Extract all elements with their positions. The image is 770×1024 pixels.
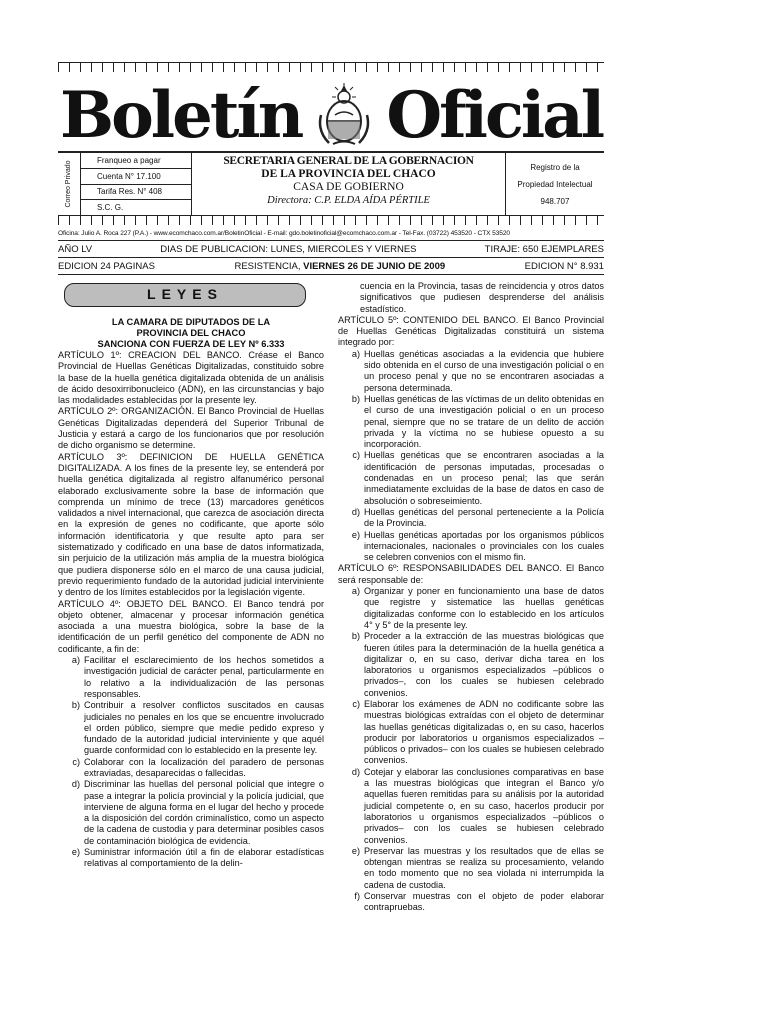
list-item-marker: c) [352,698,360,709]
list-item [338,846,604,891]
list-item-marker: b) [71,700,80,711]
franqueo-line: Franqueo a pagar [81,153,191,169]
franqueo-line: Tarifa Res. N° 408 [81,185,191,201]
list-item [338,631,604,699]
registro-line: Registro de la [530,162,580,172]
list-item-text: Huellas genéticas que se encontraren asociadas a la identificación de personas imputadas, procesadas o condenadas en un proceso penal; las que serán inmediatamente excluidas de la base de datos en caso de absolución o sobreseimiento. [364,450,604,506]
list-item-text: Contribuir a resolver conflictos suscitados en causas judiciales no penales en los que se encuentre involucrado el orden público, siempre que medie pedido expreso y fundado de la autoridad judicial interviniente y que aquél guarde conformidad con lo establecido en la presente ley. [84,700,324,756]
registro-line: Propiedad Intelectual [517,179,593,189]
title-right-word: Oficial [386,78,602,153]
law-heading: LA CAMARA DE DIPUTADOS DE LA [111,317,271,327]
list-item-text: Facilitar el esclarecimiento de los hechos sometidos a investigación judicial de carácter penal, particularmente en lo relativo a la individualización de las personas responsables. [84,655,324,699]
directora-line: Directora: C.P. ELDA AÍDA PÉRTILE [267,195,430,206]
list-item [58,700,324,756]
info-row-1 [58,241,604,258]
article-4-continuation: cuencia en la Provincia, tasas de reincidencia y otros datos significativos que pudiesen desprenderse del análisis estadístico. [360,281,604,314]
list-item [58,779,324,847]
list-item-marker: d) [351,766,360,777]
list-item-marker: c) [72,756,80,767]
info-row-2 [58,258,604,275]
list-item [58,655,324,700]
registro-box [505,153,604,215]
list-item-marker: a) [71,655,80,666]
publication-days: DIAS DE PUBLICACION: LUNES, MIERCOLES Y VIERNES [160,244,417,255]
list-item-text: Cotejar y elaborar las conclusiones comparativas en base a las muestras biológicas que integran el Banco y/o aquellas fueren remitidas para su análisis por la autoridad judicial competente o, en su caso, hacerlos producir por laboratorios u organismos especializados –públicos o privados– con los cuales se hubiesen celebrado convenios. [364,766,604,845]
list-item-marker: e) [351,845,360,856]
list-item [338,586,604,631]
secretaria-line: SECRETARIA GENERAL DE LA GOBERNACION [223,155,474,167]
list-item-text: Discriminar las huellas del personal policial que integre o pase a integrar la policía provincial y la policía judicial, que interviene de alguna forma en el lugar del hecho y procede a la disposición del cordón criminalístico, como un aspecto de la cadena de custodia y para determinar posibles casos de contaminación biológica de evidencia. [84,779,324,846]
list-item-text: Colaborar con la localización del paradero de personas extraviadas, desaparecidas o fallecidas. [84,756,324,778]
list-item [338,394,604,450]
list-item [338,450,604,506]
bulletin-page [58,62,604,914]
article-2: ARTÍCULO 2º: ORGANIZACIÓN. El Banco Provincial de Huellas Genéticas Digitalizadas dependerá del Superior Tribunal de Justicia y estará a cargo de los funcionarios que por resolución de dicho organismo se determine. [58,406,324,451]
list-item-text: Organizar y poner en funcionamiento una base de datos que registre y sistematice las huellas genéticas digitalizadas conforme con lo establecido en los artículos 4° y 5° de la presente ley. [364,586,604,630]
article-4-list [58,655,324,870]
list-item-text: Huellas genéticas aportadas por los organismos públicos internacionales, nacionales o provinciales con los cuales se celebren convenios con el mismo fin. [364,529,604,563]
secretaria-block [192,153,505,215]
list-item-marker: e) [351,529,360,540]
list-item-text: Suministrar información útil a fin de elaborar estadísticas relativas al comportamiento de la delin- [84,847,324,869]
article-5: ARTÍCULO 5º: CONTENIDO DEL BANCO. El Banco Provincial de Huellas Genéticas Digitalizadas constituirá un sistema integrado por: [338,314,604,348]
masthead-info-band [58,152,604,216]
list-item [58,847,324,870]
article-4: ARTÍCULO 4º: OBJETO DEL BANCO. El Banco tendrá por objeto obtener, almacenar y procesar información genética asociada a una muestra biológica, sobre la base de la identificación de un perfil genético del componente de ADN no codificante, a fin de: [58,598,324,654]
correo-privado-box: Correo Privado [58,153,81,215]
list-item-text: Proceder a la extracción de las muestras biológicas que fueren útiles para la determinación de la huella genética a digitalizar o, en su caso, derivar dicha tarea en los laboratorios u organismos especializados –públicos o privados–, con los cuales se hubiesen celebrado convenios. [364,631,604,698]
right-column [338,281,604,914]
left-column [58,281,324,914]
article-6-list [338,586,604,914]
body-columns [58,281,604,914]
list-item-marker: d) [71,779,80,790]
list-item-text: Huellas genéticas del personal perteneciente a la Policía de la Provincia. [364,506,604,529]
section-title-leyes: LEYES [64,283,306,307]
list-item-text: Elaborar los exámenes de ADN no codificante sobre las muestras biológicas extraídas con el objeto de determinar las huellas genéticas digitalizadas o, en su caso, hacerlos producir por laboratorios u organismos especializados –públicos o privados– con los cuales se hubiesen celebrado convenios. [364,698,604,766]
list-item [338,891,604,914]
law-heading: PROVINCIA DEL CHACO [136,328,246,338]
list-item [338,530,604,564]
list-item-text: Conservar muestras con el objeto de poder elaborar contrapruebas. [364,891,604,913]
secretaria-line: DE LA PROVINCIA DEL CHACO [261,168,436,180]
list-item [338,349,604,394]
provincial-seal-icon [315,81,373,147]
list-item-text: Preservar las muestras y los resultados que de ellas se obtengan mientras se realiza su procesamiento, velando en todo momento que no sea violada ni interrumpida la cadena de custodia. [364,845,604,890]
year-label: AÑO LV [58,244,93,255]
edition-number: EDICION N° 8.931 [524,261,604,272]
list-item-marker: c) [352,450,360,461]
masthead-title [58,73,604,151]
list-item-marker: d) [351,506,360,517]
pages-label: EDICION 24 PAGINAS [58,261,155,272]
registro-number: 948.707 [540,196,570,206]
list-item-marker: e) [71,847,80,858]
list-item-marker: f) [354,891,360,902]
list-item [338,767,604,846]
list-item-text: Huellas genéticas de las víctimas de un delito obtenidas en el curso de una investigación policial o en un proceso penal, siempre que no se tratare de un delito de acción privada y la víctima no se hubiese opuesto a su incorporación. [364,393,604,450]
list-item-marker: b) [351,393,360,404]
list-item [338,507,604,530]
secretaria-line: CASA DE GOBIERNO [293,181,404,193]
print-run: TIRAJE: 650 EJEMPLARES [484,244,604,255]
article-6: ARTÍCULO 6º: RESPONSABILIDADES DEL BANCO. El Banco será responsable de: [338,563,604,585]
oficina-contact-line: Oficina: Julio A. Roca 227 (P.A.) - www.ecomchaco.com.ar/BoletinOficial - E-mail: gdo.boletinoficial@ecomchaco.com.ar - Tel-Fax. (03722) 453520 - CTX 53520 [58,226,604,241]
list-item [58,757,324,780]
article-5-list [338,349,604,564]
date-line: RESISTENCIA, VIERNES 26 DE JUNIO DE 2009 [234,261,446,272]
list-item-text: Huellas genéticas asociadas a la evidencia que hubiere sido obtenida en el curso de una investigación policial o en un proceso penal y que no se encontraren asociadas a persona determinada. [364,348,604,393]
article-3: ARTÍCULO 3º: DEFINICION DE HUELLA GENÉTICA DIGITALIZADA. A los fines de la presente ley, se entenderá por huella genética digitalizada al registro alfanumérico personal elaborado exclusivamente sobre la base de información que comprenda un mínimo de trece (13) marcadores genéticos validados a nivel internacional, que carezca de asociación directa en la expresión de genes no codificante, que aporte sólo información identificatoria y que resulte apto para ser sistematizado y codificado en una base de datos informatizada, sin perjuicio de la utilización más amplia de la muestra biológica que pudiera disponerse sólo en el marco de una causa judicial, previo requerimiento fundado de la autoridad judicial interviniente y dentro de los límites establecidos por la legislación vigente. [58,451,324,598]
franqueo-box [81,153,192,215]
list-item-marker: b) [351,631,360,642]
masthead-top-rule [58,62,604,73]
title-left-word: Boletín [60,78,302,153]
list-item [338,699,604,767]
law-heading: SANCIONA CON FUERZA DE LEY Nº 6.333 [97,339,285,349]
list-item-marker: a) [351,348,360,359]
article-1: ARTÍCULO 1º: CREACION DEL BANCO. Créase el Banco Provincial de Huellas Genéticas Digitalizadas, constituido sobre la base de la huella genética digitalizada obtenida de un análisis de ácido desoxirribonucleico (ADN), en las circunstancias y bajo las modalidades establecidas por la presente ley. [58,350,324,406]
franqueo-line: Cuenta N° 17.100 [81,169,191,185]
franqueo-line: S.C. G. [97,203,124,213]
list-item-marker: a) [351,586,360,597]
